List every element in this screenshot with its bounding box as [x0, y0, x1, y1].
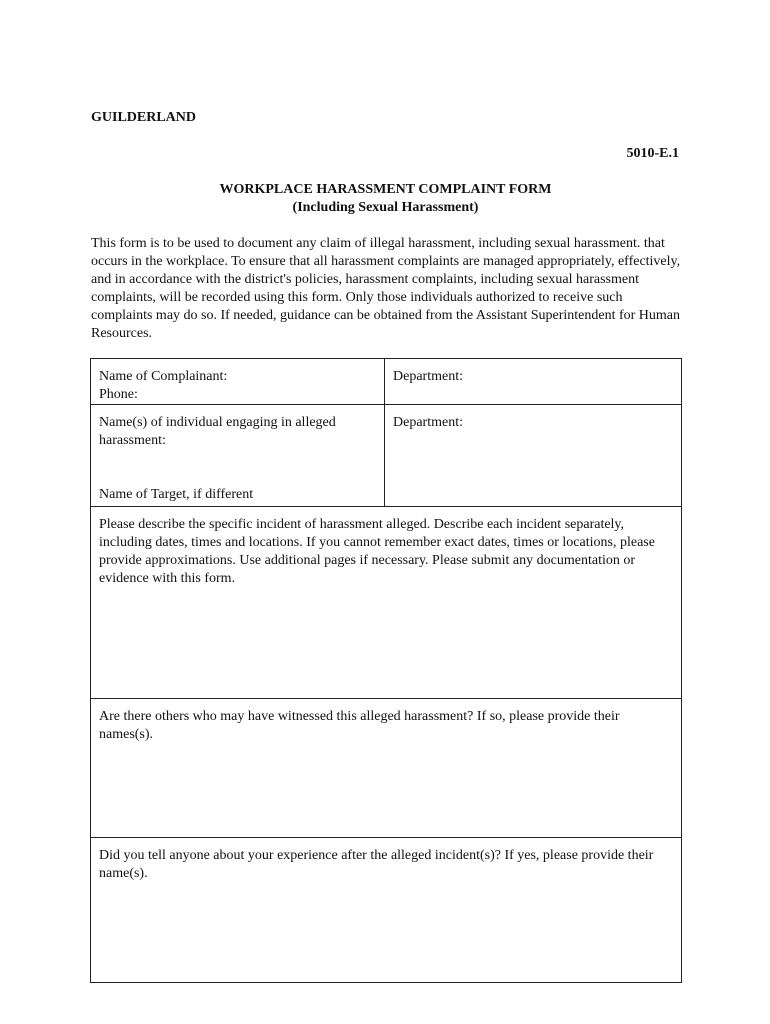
incident-prompt: Please describe the specific incident of harassment alleged. Describe each incident separately, including dates, times and locations. If you cannot remember exact dates, times or locations, please provide approximations. Use additional pages if necessary. Please submit any documentation or evidence with this form. [99, 517, 655, 586]
told-anyone-cell[interactable] [91, 838, 682, 983]
complainant-row [91, 359, 682, 405]
accused-label: Name(s) of individual engaging in alleged harassment: [99, 415, 336, 448]
told-anyone-row [91, 838, 682, 983]
told-anyone-prompt: Did you tell anyone about your experience after the alleged incident(s)? If yes, please provide their name(s). [99, 848, 654, 881]
incident-row [91, 507, 682, 699]
department-label: Department: [393, 369, 463, 384]
accused-cell[interactable] [91, 405, 385, 507]
target-label: Name of Target, if different [99, 487, 254, 502]
form-title: WORKPLACE HARASSMENT COMPLAINT FORM [219, 182, 552, 197]
accused-row [91, 405, 682, 507]
form-subtitle: (Including Sexual Harassment) [292, 200, 479, 215]
incident-description-cell[interactable] [91, 507, 682, 699]
department-label: Department: [393, 415, 463, 430]
complainant-name-label: Name of Complainant: [99, 369, 228, 384]
witness-row [91, 699, 682, 838]
accused-department-cell[interactable] [385, 405, 682, 507]
complainant-cell[interactable] [91, 359, 385, 405]
witness-cell[interactable] [91, 699, 682, 838]
complaint-form-table [90, 358, 682, 983]
complainant-department-cell[interactable] [385, 359, 682, 405]
intro-paragraph: This form is to be used to document any claim of illegal harassment, including sexual harassment. that occurs in the workplace. To ensure that all harassment complaints are managed appropriately, effectively, and in accordance with the district's policies, harassment complaints, including sexual harassment complaints, will be recorded using this form. Only those individuals authorized to receive such complaints may do so. If needed, guidance can be obtained from the Assistant Superintendent for Human Resources. [91, 236, 681, 341]
form-title-block [91, 181, 680, 217]
witness-prompt: Are there others who may have witnessed this alleged harassment? If so, please provide their names(s). [99, 709, 620, 742]
district-name: GUILDERLAND [91, 110, 197, 125]
form-code: 5010-E.1 [626, 146, 679, 161]
phone-label: Phone: [99, 387, 138, 402]
